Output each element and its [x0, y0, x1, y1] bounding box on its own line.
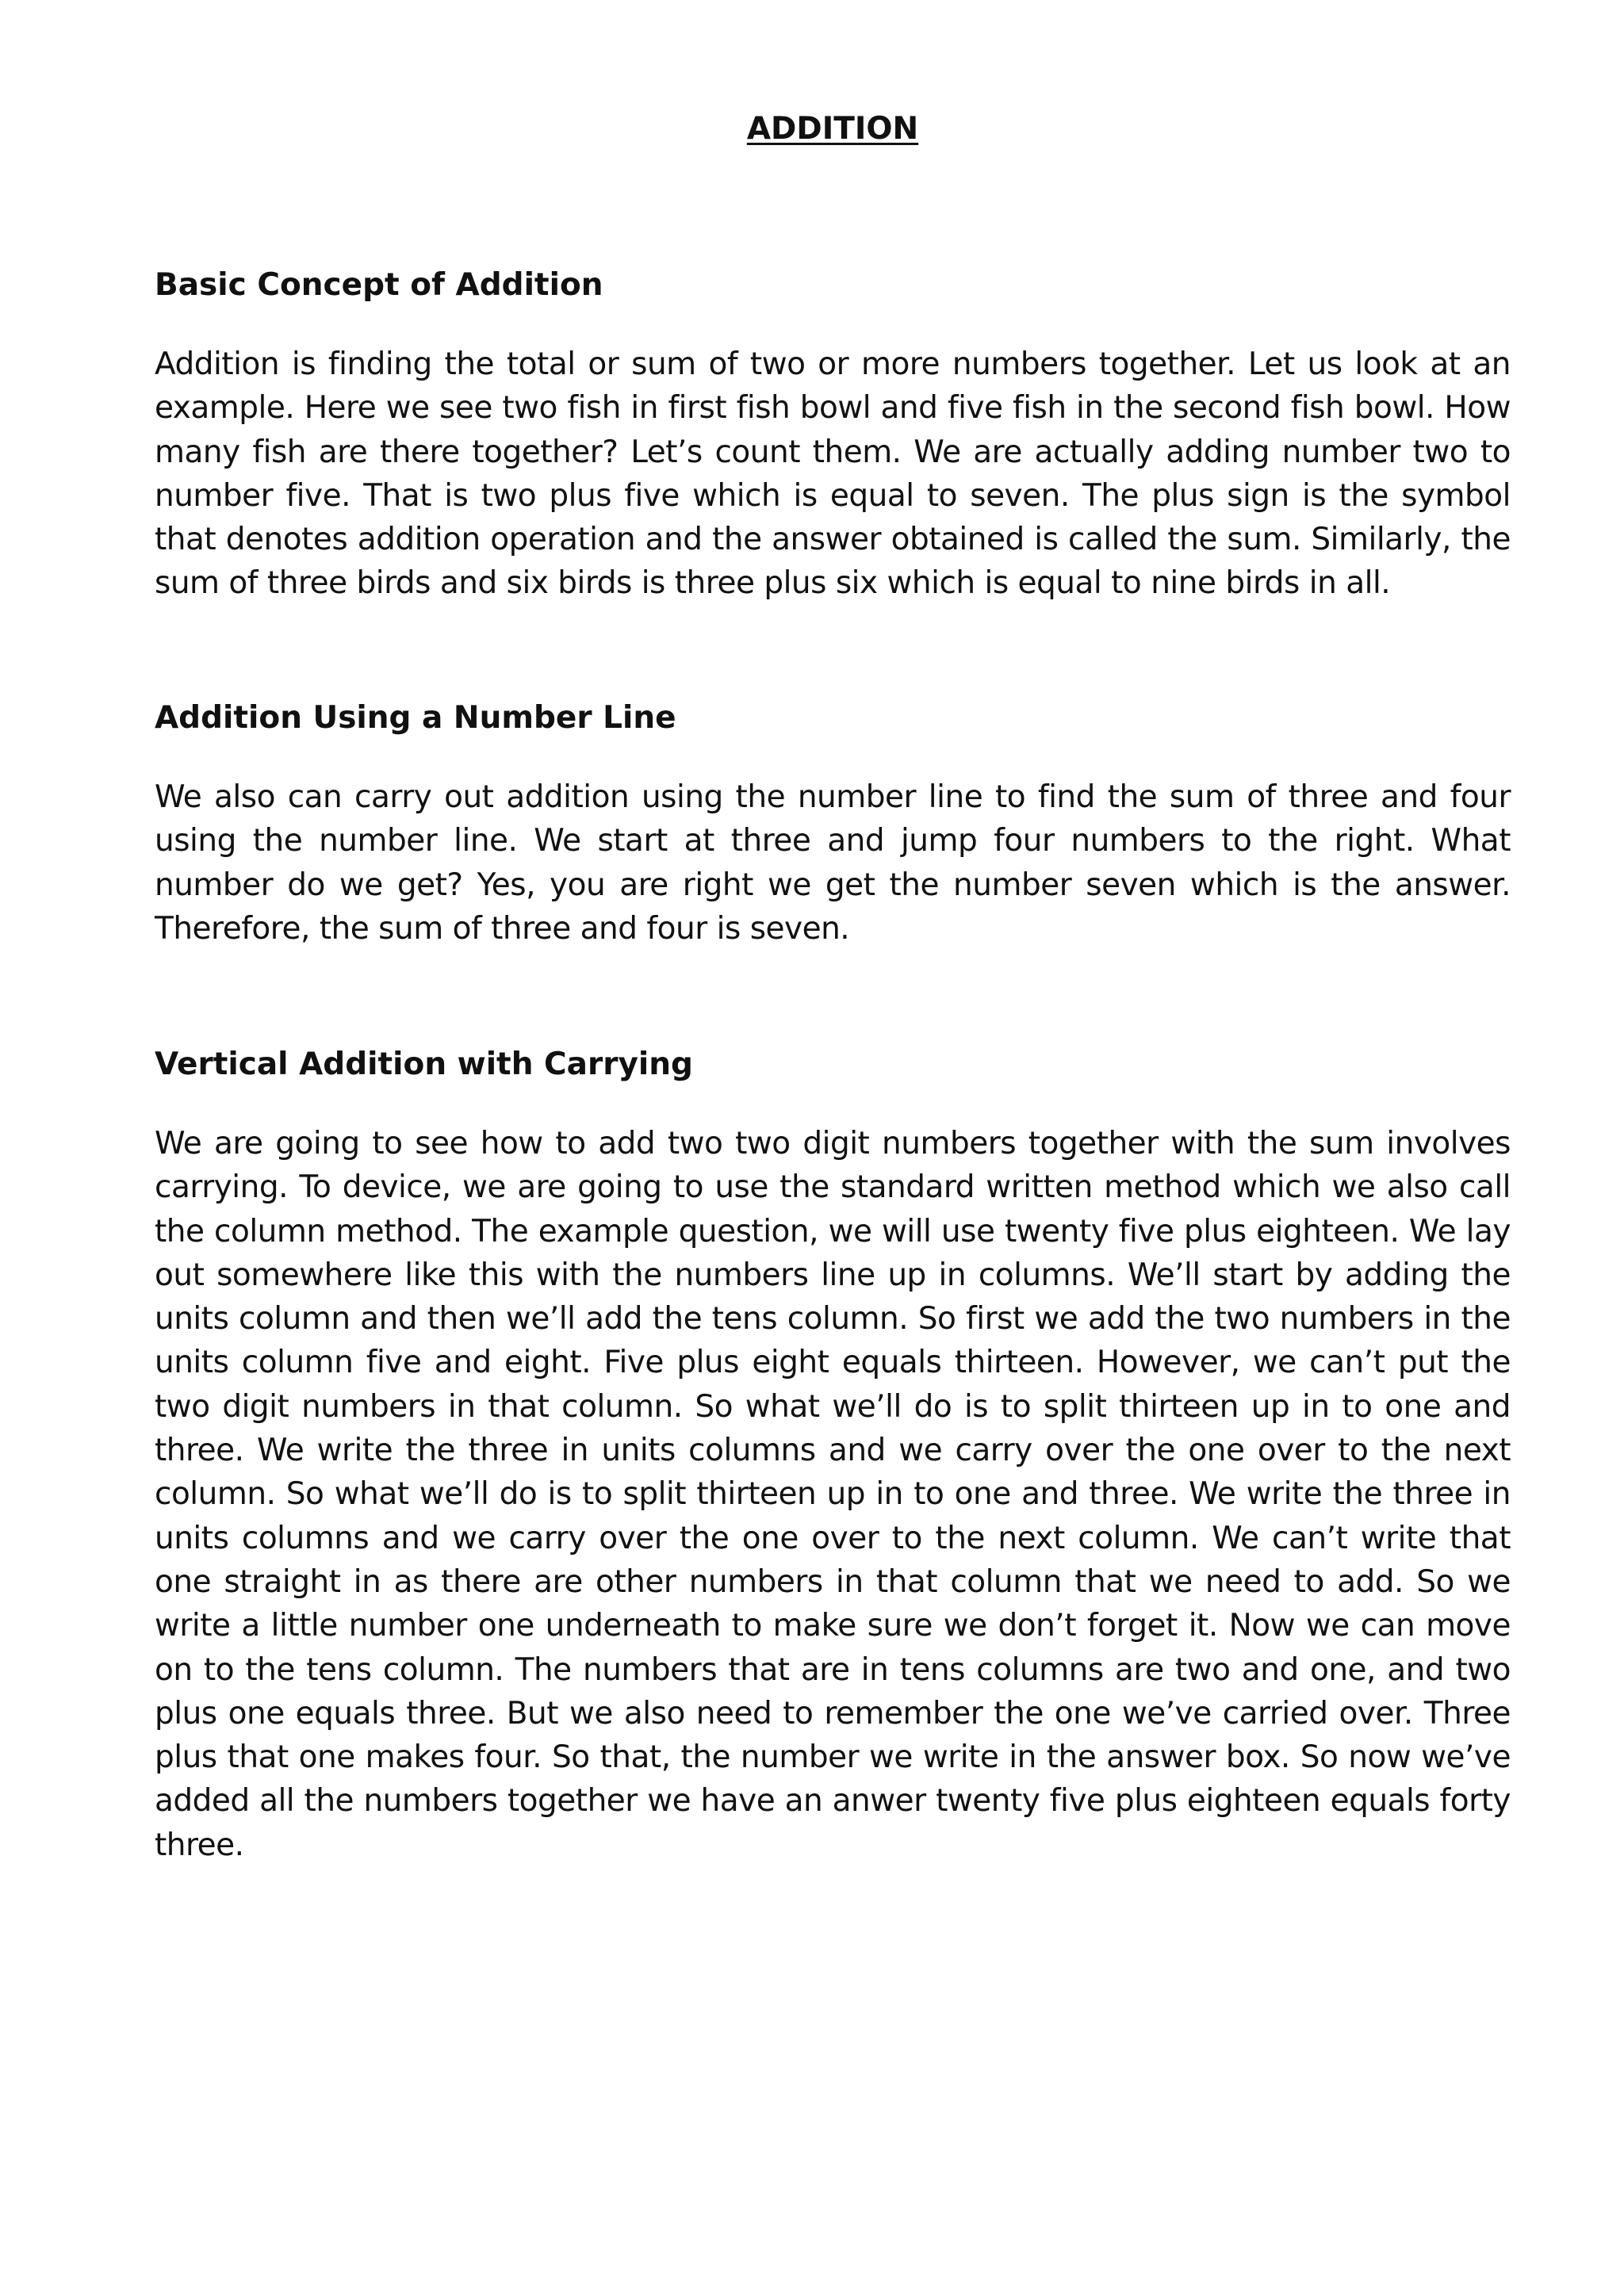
section-heading: Basic Concept of Addition: [155, 267, 603, 303]
section-basic-concept: [155, 263, 1511, 606]
section-body: We also can carry out addition using the number line to find the sum of three and four using the number line. We start at three and jump four numbers to the right. What number do we get? Yes, you are right we get the number seven which is the answer. Therefore, the sum of three and four is seven.: [155, 779, 1511, 947]
section-heading: Addition Using a Number Line: [155, 700, 676, 736]
section-body: Addition is finding the total or sum of two or more numbers together. Let us look at an example. Here we see two fish in first fish bowl and five fish in the second fish bowl. How many fish are there together? Let’s count them. We are actually adding number two to number five. That is two plus five which is equal to seven. The plus sign is the symbol that denotes addition operation and the answer obtained is called the sum. Similarly, the sum of three birds and six birds is three plus six which is equal to nine birds in all.: [155, 346, 1511, 602]
section-vertical-addition: [155, 1043, 1511, 1867]
section-number-line: [155, 696, 1511, 951]
document-title: ADDITION: [746, 111, 919, 147]
section-body: We are going to see how to add two two digit numbers together with the sum involves carrying. To device, we are going to use the standard written method which we also call the column method. The example question, we will use twenty five plus eighteen. We lay out somewhere like this with the numbers line up in columns. We’ll start by adding the units column and then we’ll add the tens column. So first we add the two numbers in the units column five and eight. Five plus eight equals thirteen. However, we can’t put the two digit numbers in that column. So what we’ll do is to split thirteen up in to one and three. We write the three in units columns and we carry over the one over to the next column. So what we’ll do is to split thirteen up in to one and three. We write the three in units columns and we carry over the one over to the next column. We can’t write that one straight in as there are other numbers in that column that we need to add. So we write a little number one underneath to make sure we don’t forget it. Now we can move on to the tens column. The numbers that are in tens columns are two and one, and two plus one equals three. But we also need to remember the one we’ve carried over. Three plus that one makes four. So that, the number we write in the answer box. So now we’ve added all the numbers together we have an anwer twenty five plus eighteen equals forty three.: [155, 1126, 1511, 1863]
section-heading: Vertical Addition with Carrying: [155, 1047, 693, 1082]
